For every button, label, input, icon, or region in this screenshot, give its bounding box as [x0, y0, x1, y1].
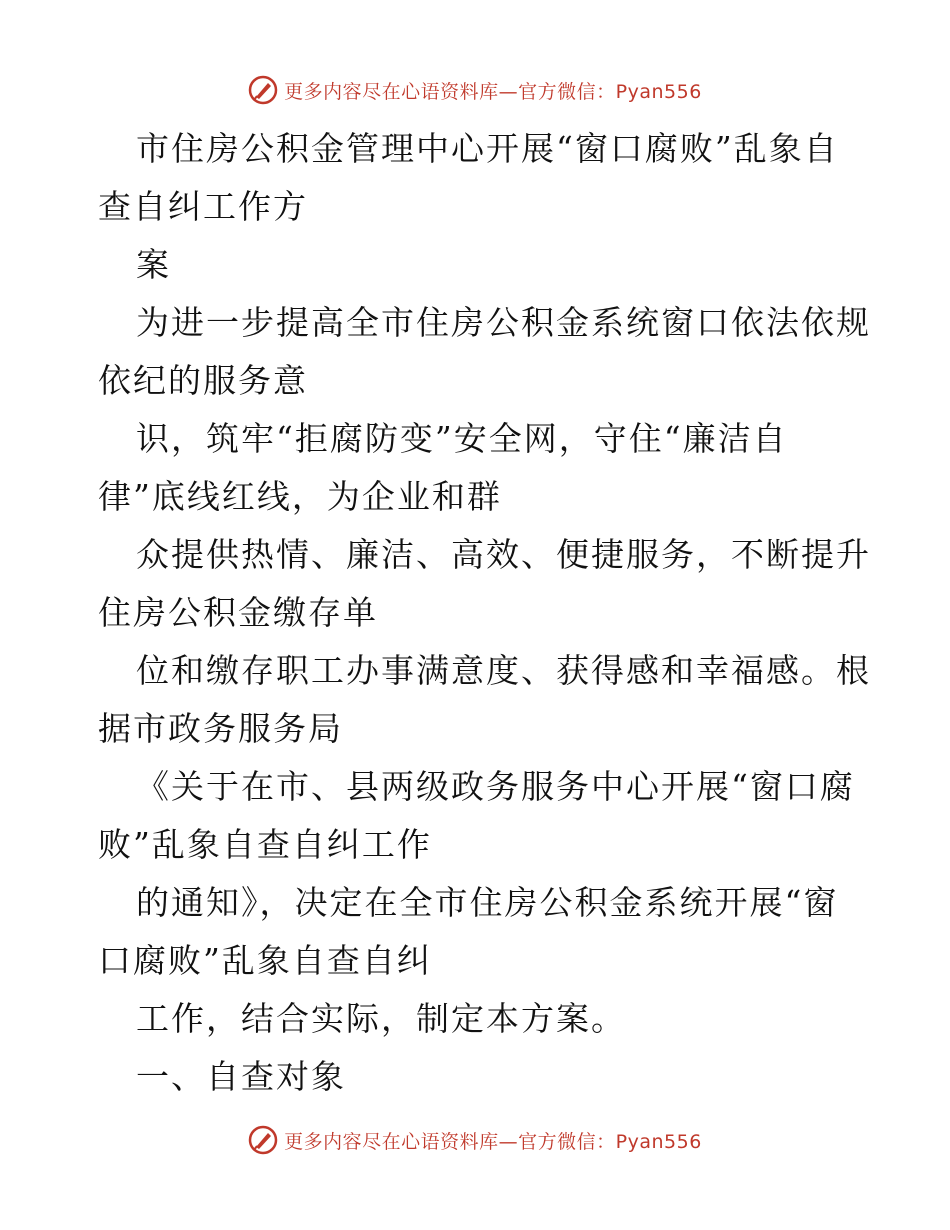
document-line: 据市政务服务局: [98, 709, 343, 748]
document-line: 败”乱象自查自纠工作: [98, 825, 432, 864]
document-body: [98, 120, 871, 1106]
document-line: 住房公积金缴存单: [98, 593, 378, 632]
document-line: 口腐败”乱象自查自纠: [98, 941, 432, 980]
watermark-text: 更多内容尽在心语资料库—官方微信：Pyan556: [284, 1130, 702, 1153]
document-line: 案: [136, 245, 171, 284]
header-watermark-banner: [0, 70, 950, 110]
document-line: 众提供热情、廉洁、高效、便捷服务，不断提升: [136, 535, 871, 574]
footer-watermark-banner: [0, 1120, 950, 1160]
document-line: 的通知》，决定在全市住房公积金系统开展“窗: [136, 883, 839, 922]
document-line: 一、自查对象: [136, 1057, 346, 1096]
document-line: 律”底线红线，为企业和群: [98, 477, 502, 516]
document-line: 位和缴存职工办事满意度、获得感和幸福感。根: [136, 651, 871, 690]
document-line: 市住房公积金管理中心开展“窗口腐败”乱象自: [136, 129, 839, 168]
feather-pen-logo-icon: [248, 75, 278, 105]
document-line: 依纪的服务意: [98, 361, 308, 400]
feather-pen-logo-icon: [248, 1125, 278, 1155]
document-line: 识，筑牢“拒腐防变”安全网，守住“廉洁自: [136, 419, 788, 458]
document-line: 查自纠工作方: [98, 187, 308, 226]
document-line: 工作，结合实际，制定本方案。: [136, 999, 626, 1038]
document-line: 《关于在市、县两级政务服务中心开展“窗口腐: [136, 767, 855, 806]
watermark-text: 更多内容尽在心语资料库—官方微信：Pyan556: [284, 80, 702, 103]
document-line: 为进一步提高全市住房公积金系统窗口依法依规: [136, 303, 871, 342]
